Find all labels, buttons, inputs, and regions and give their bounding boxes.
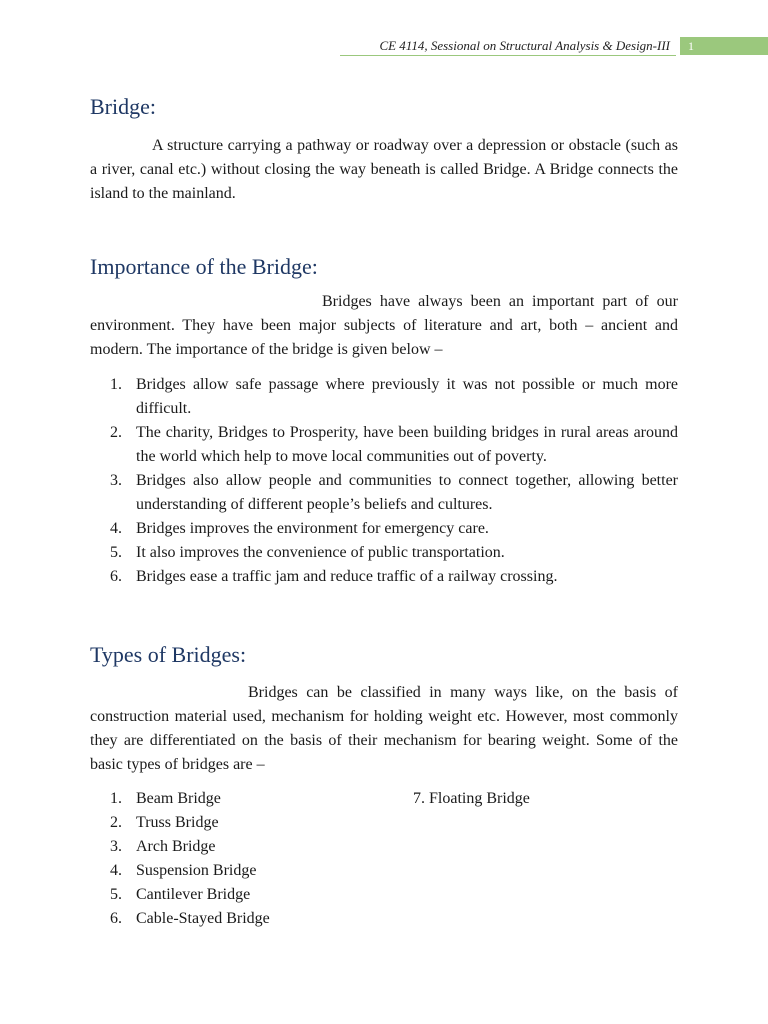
list-item: 1. Bridges allow safe passage where previously it was not possible or much more difficult.: [110, 376, 678, 417]
types-heading: Types of Bridges:: [90, 642, 247, 667]
importance-heading: Importance of the Bridge:: [90, 254, 318, 279]
list-item: 2. Truss Bridge: [110, 814, 219, 831]
importance-list: [90, 373, 678, 589]
header-divider: [340, 55, 676, 56]
list-item: 4. Bridges improves the environment for emergency care.: [110, 520, 489, 537]
importance-text: Bridges have always been an important part of our environment. They have been major subjects of literature and art, both – ancient and modern. The importance of the bridge is given below –: [90, 293, 678, 358]
list-item: 2. The charity, Bridges to Prosperity, have been building bridges in rural areas around the world which help to move local communities out of poverty.: [110, 424, 678, 465]
floating-bridge-item: 7. Floating Bridge: [413, 790, 530, 807]
list-item: 5. It also improves the convenience of public transportation.: [110, 544, 505, 561]
list-item: 4. Suspension Bridge: [110, 862, 257, 879]
list-item: 6. Bridges ease a traffic jam and reduce traffic of a railway crossing.: [110, 568, 558, 585]
page-number: 1: [680, 37, 768, 55]
list-item: 3. Arch Bridge: [110, 838, 216, 855]
types-list: [90, 787, 678, 931]
bridge-text: A structure carrying a pathway or roadway over a depression or obstacle (such as a river, canal etc.) without closing the way beneath is called Bridge. A Bridge connects the island to the mainland.: [90, 137, 678, 202]
importance-paragraph: [90, 290, 678, 362]
list-item: 3. Bridges also allow people and communities to connect together, allowing better understanding of different people’s beliefs and cultures.: [110, 472, 678, 513]
list-item: 1. Beam Bridge: [110, 790, 221, 807]
bridge-heading: Bridge:: [90, 94, 156, 119]
list-item: 5. Cantilever Bridge: [110, 886, 251, 903]
course-title: CE 4114, Sessional on Structural Analysis & Design-III: [379, 38, 670, 53]
list-item: 6. Cable-Stayed Bridge: [110, 910, 270, 927]
types-text: Bridges can be classified in many ways like, on the basis of construction material used, mechanism for holding weight etc. However, most commonly they are differentiated on the basis of their mechanism for bearing weight. Some of the basic types of bridges are –: [90, 684, 678, 773]
types-paragraph: [90, 681, 678, 777]
bridge-paragraph: [90, 134, 678, 206]
